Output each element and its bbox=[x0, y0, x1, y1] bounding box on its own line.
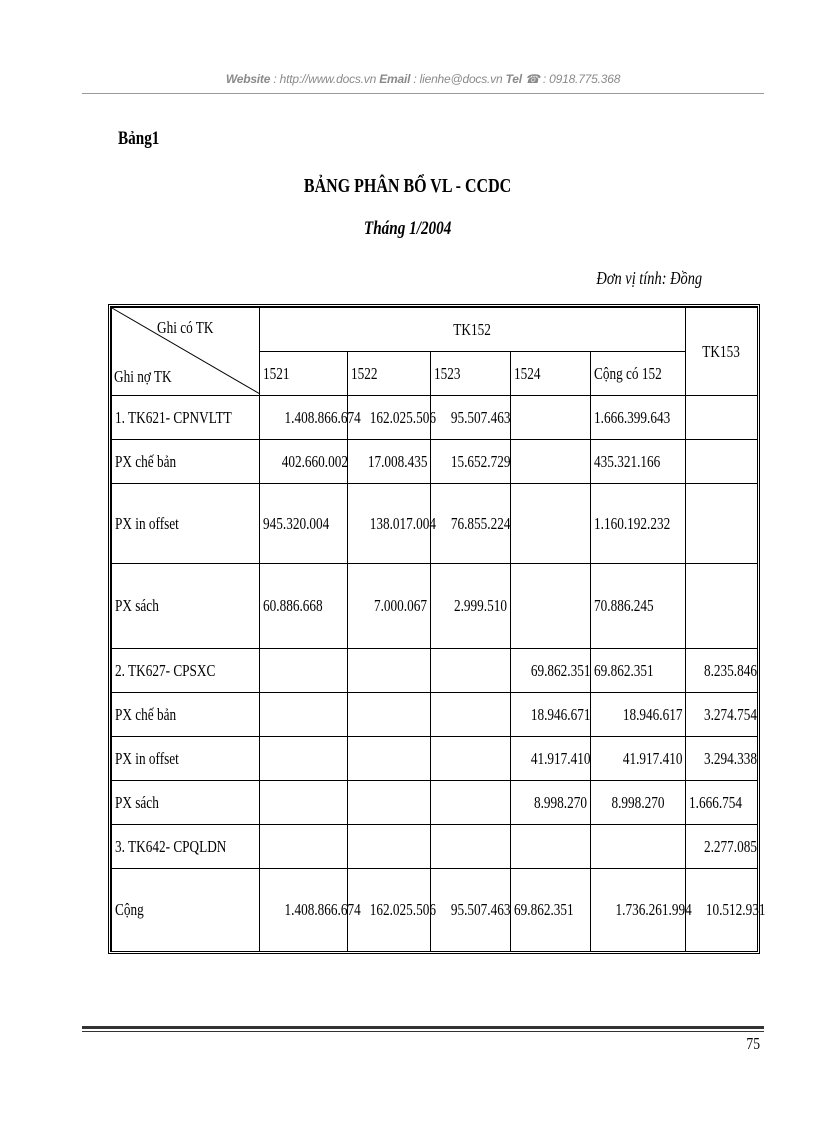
cell bbox=[348, 564, 431, 649]
cell bbox=[591, 440, 686, 484]
cell bbox=[431, 781, 511, 825]
cell bbox=[591, 825, 686, 869]
table-row bbox=[112, 649, 758, 693]
cell bbox=[591, 396, 686, 440]
cell bbox=[348, 781, 431, 825]
cell bbox=[511, 737, 591, 781]
subheader-1521 bbox=[260, 352, 348, 396]
tel-label: Tel bbox=[505, 72, 522, 86]
cell-value: 1.666.399.643 bbox=[594, 407, 671, 427]
row-label-text: 3. TK642- CPQLDN bbox=[115, 836, 227, 856]
row-label-text: Cộng bbox=[115, 900, 144, 919]
cell-value: 402.660.002 bbox=[281, 451, 348, 471]
cell bbox=[348, 649, 431, 693]
cell-value: 3.274.754 bbox=[703, 704, 758, 724]
cell-value: 41.917.410 bbox=[622, 748, 683, 768]
row-label bbox=[112, 825, 260, 869]
cell bbox=[686, 484, 758, 564]
cell bbox=[260, 737, 348, 781]
row-label-text: PX in offset bbox=[115, 748, 179, 768]
subheader-1523 bbox=[431, 352, 511, 396]
table-row bbox=[112, 564, 758, 649]
cell bbox=[686, 440, 758, 484]
cell bbox=[511, 396, 591, 440]
cell-value: 95.507.463 bbox=[450, 407, 511, 427]
cell bbox=[431, 869, 511, 952]
cell-value: 1.666.754 bbox=[689, 792, 743, 812]
table-row bbox=[112, 825, 758, 869]
cell bbox=[260, 564, 348, 649]
cell bbox=[511, 649, 591, 693]
page-number bbox=[743, 1034, 760, 1054]
cell bbox=[431, 440, 511, 484]
cell-value: 162.025.506 bbox=[369, 407, 436, 427]
cell-value: 76.855.224 bbox=[450, 513, 511, 533]
subheader-total-152 bbox=[591, 352, 686, 396]
cell-value: 41.917.410 bbox=[530, 748, 591, 768]
email-value[interactable]: : lienhe@docs.vn bbox=[413, 72, 503, 86]
cell bbox=[431, 825, 511, 869]
cell bbox=[511, 869, 591, 952]
row-label-text: 2. TK627- CPSXC bbox=[115, 660, 216, 680]
cell bbox=[431, 396, 511, 440]
footer-divider-thick bbox=[82, 1026, 764, 1029]
cell bbox=[431, 693, 511, 737]
table-row bbox=[112, 396, 758, 440]
cell-value: 1.408.866.674 bbox=[284, 900, 361, 919]
header-tk153 bbox=[686, 308, 758, 396]
cell-value: 2.999.510 bbox=[453, 596, 507, 615]
header-debit bbox=[114, 367, 188, 387]
row-label bbox=[112, 781, 260, 825]
cell bbox=[686, 869, 766, 952]
cell bbox=[260, 484, 348, 564]
subheader-text: 1523 bbox=[434, 363, 461, 383]
row-label bbox=[112, 440, 260, 484]
row-label bbox=[112, 737, 260, 781]
cell bbox=[591, 869, 692, 952]
cell-value: 95.507.463 bbox=[450, 900, 511, 919]
header-divider bbox=[82, 93, 764, 94]
cell bbox=[260, 649, 348, 693]
table-label: Bảng1 bbox=[118, 128, 160, 149]
row-label bbox=[112, 649, 260, 693]
row-label bbox=[112, 484, 260, 564]
cell bbox=[686, 737, 758, 781]
unit-note bbox=[570, 268, 702, 289]
cell bbox=[431, 484, 511, 564]
subheader-text: 1521 bbox=[263, 363, 290, 383]
cell-value: 162.025.506 bbox=[369, 900, 436, 919]
row-label bbox=[112, 869, 260, 952]
allocation-table bbox=[111, 307, 766, 952]
document-title bbox=[0, 175, 816, 198]
subheader-1522 bbox=[348, 352, 431, 396]
cell-value: 8.998.270 bbox=[611, 792, 665, 812]
cell bbox=[260, 396, 361, 440]
cell bbox=[686, 649, 758, 693]
cell bbox=[591, 649, 686, 693]
cell-value: 3.294.338 bbox=[703, 748, 758, 768]
cell bbox=[591, 484, 686, 564]
row-label bbox=[112, 693, 260, 737]
cell bbox=[591, 564, 686, 649]
cell-value: 18.946.671 bbox=[530, 704, 591, 724]
document-subtitle bbox=[0, 218, 816, 240]
cell-value: 69.862.351 bbox=[514, 900, 574, 919]
subheader-text: Cộng có 152 bbox=[594, 363, 662, 383]
cell bbox=[431, 564, 511, 649]
cell-value: 70.886.245 bbox=[594, 596, 654, 615]
cell-value: 17.008.435 bbox=[367, 451, 428, 471]
cell bbox=[511, 484, 591, 564]
cell bbox=[348, 693, 431, 737]
table-row bbox=[112, 693, 758, 737]
cell bbox=[591, 693, 686, 737]
row-label-text: PX sách bbox=[115, 792, 159, 812]
subheader-text: 1522 bbox=[351, 363, 378, 383]
table-total-row bbox=[112, 869, 758, 952]
cell bbox=[260, 693, 348, 737]
cell bbox=[686, 693, 758, 737]
row-label-text: PX sách bbox=[115, 596, 159, 615]
allocation-table-frame bbox=[108, 304, 766, 954]
cell-value: 1.160.192.232 bbox=[594, 513, 671, 533]
page-number-text: 75 bbox=[746, 1034, 760, 1053]
cell-value: 1.736.261.994 bbox=[615, 900, 692, 919]
cell bbox=[686, 781, 758, 825]
cell-value: 138.017.004 bbox=[369, 513, 436, 533]
header-tk152 bbox=[260, 308, 686, 352]
table-header-row bbox=[112, 308, 758, 352]
page-header bbox=[82, 72, 764, 86]
header-credit-text: Ghi có TK bbox=[156, 318, 214, 337]
cell-value: 10.512.931 bbox=[705, 900, 766, 919]
row-label-text: PX chế bản bbox=[115, 451, 177, 471]
email-label: Email bbox=[379, 72, 411, 86]
cell-value: 69.862.351 bbox=[594, 660, 654, 680]
cell bbox=[260, 869, 361, 952]
website-value[interactable]: : http://www.docs.vn bbox=[273, 72, 377, 86]
table-row bbox=[112, 440, 758, 484]
cell bbox=[348, 484, 436, 564]
subheader-text: 1524 bbox=[514, 363, 541, 383]
cell bbox=[591, 781, 686, 825]
unit-note-text: Đơn vị tính: Đồng bbox=[596, 268, 702, 288]
cell-value: 69.862.351 bbox=[530, 660, 591, 680]
cell bbox=[511, 440, 591, 484]
cell bbox=[591, 737, 686, 781]
table-row bbox=[112, 781, 758, 825]
cell-value: 8.998.270 bbox=[533, 792, 587, 812]
cell-value: 60.886.668 bbox=[263, 596, 323, 615]
row-label-text: 1. TK621- CPNVLTT bbox=[115, 407, 232, 427]
row-label bbox=[112, 396, 260, 440]
cell bbox=[431, 737, 511, 781]
diagonal-header-cell bbox=[112, 308, 260, 396]
header-tk153-text: TK153 bbox=[702, 341, 741, 361]
cell-value: 435.321.166 bbox=[594, 451, 661, 471]
header-debit-text: Ghi nợ TK bbox=[114, 367, 172, 386]
cell bbox=[511, 693, 591, 737]
cell-value: 1.408.866.674 bbox=[284, 407, 361, 427]
cell bbox=[686, 825, 758, 869]
cell bbox=[431, 649, 511, 693]
cell bbox=[511, 564, 591, 649]
row-label-text: PX chế bản bbox=[115, 704, 177, 724]
footer-divider-thin bbox=[82, 1031, 764, 1032]
website-label: Website bbox=[225, 72, 271, 86]
cell bbox=[511, 825, 591, 869]
document-subtitle-text: Tháng 1/2004 bbox=[364, 218, 452, 239]
row-label-text: PX in offset bbox=[115, 513, 179, 533]
row-label bbox=[112, 564, 260, 649]
cell bbox=[511, 781, 591, 825]
header-tk152-text: TK152 bbox=[453, 319, 492, 339]
cell-value: 7.000.067 bbox=[373, 596, 427, 615]
cell-value: 18.946.617 bbox=[622, 704, 683, 724]
cell bbox=[348, 440, 431, 484]
cell bbox=[348, 737, 431, 781]
cell-value: 15.652.729 bbox=[450, 451, 511, 471]
cell bbox=[348, 825, 431, 869]
subheader-1524 bbox=[511, 352, 591, 396]
cell bbox=[260, 825, 348, 869]
cell bbox=[260, 781, 348, 825]
cell bbox=[686, 564, 758, 649]
header-credit bbox=[157, 318, 229, 338]
cell bbox=[686, 396, 758, 440]
cell-value: 2.277.085 bbox=[703, 836, 758, 856]
document-title-text: BẢNG PHÂN BỔ VL - CCDC bbox=[304, 175, 512, 197]
tel-value: ☎ : 0918.775.368 bbox=[525, 72, 621, 86]
cell-value: 945.320.004 bbox=[263, 513, 330, 533]
cell bbox=[260, 440, 348, 484]
table-row bbox=[112, 484, 758, 564]
cell-value: 8.235.846 bbox=[703, 660, 758, 680]
table-row bbox=[112, 737, 758, 781]
